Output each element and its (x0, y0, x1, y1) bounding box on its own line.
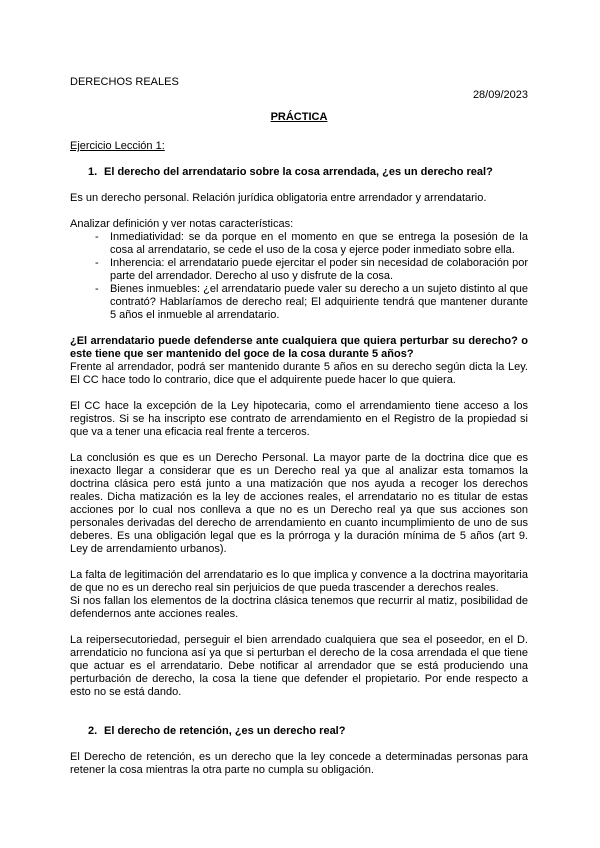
question-2-heading (70, 725, 528, 738)
paragraph-matiz: Si nos fallan los elementos de la doctrina clásica tenemos que recurrir al matiz, posibilidad de defendernos ante acciones reales. (70, 595, 528, 620)
question-1-title: El derecho del arrendatario sobre la cosa arrendada, ¿es un derecho real? (104, 166, 493, 178)
list-item-inherencia (70, 257, 528, 283)
bullet-dash: - (95, 231, 99, 243)
page-title-text: PRÁCTICA (270, 111, 328, 123)
paragraph-reipersecutoriedad: La reipersecutoriedad, perseguir el bien arrendado cualquiera que sea el poseedor, en el D. arrendaticio no funciona así ya que si perturban el derecho de la cosa arrendada el que tiene que actuar es el arrendatario. Debe notificar al arrendador que se está produciendo una perturbación de derecho, la cosa la tiene que defender el propietario. Por ende respecto a esto no se está dando. (70, 634, 528, 698)
paragraph-intro: Es un derecho personal. Relación jurídica obligatoria entre arrendador y arrendatario. (70, 192, 487, 204)
document-date: 28/09/2023 (472, 89, 528, 101)
list-item-bienes-inmuebles (70, 283, 528, 322)
question-2-number: 2. (88, 725, 98, 737)
paragraph-conclusion: La conclusión es que es un Derecho Personal. La mayor parte de la doctrina dice que es inexacto llegar a considerar que es un Derecho real ya que al analizar esta tomamos la doctrina clásica pero está junto a una matización que nos ayuda a recoger los derechos reales. Dicha matización es la ley de acciones reales, el arrendatario no es titular de estas acciones por lo cual nos conlleva a que no es un Derecho real ya que sus acciones son personales derivadas del derecho de arrendamiento en cuanto incumplimiento de uno de sus deberes. Es una obligación legal que es la prórroga y la duración mínima de 5 años (art 9. Ley de arrendamiento urbanos). (70, 452, 528, 555)
list-item-text: Inherencia: el arrendatario puede ejercitar el poder sin necesidad de colaboración por parte del arrendador. Derecho al uso y disfrute de la cosa. (110, 257, 528, 282)
question-1-number: 1. (88, 166, 98, 178)
paragraph-falta-legitimacion: La falta de legitimación del arrendatario es lo que implica y convence a la doctrina mayoritaria de que no es un derecho real sin perjuicios de que pueda trascender a derechos reales. (70, 569, 528, 594)
paragraph-bold-question: ¿El arrendatario puede defenderse ante cualquiera que quiera perturbar su derecho? o este tiene que ser mantenido del goce de la cosa durante 5 años? (70, 335, 528, 360)
exercise-heading-text: Ejercicio Lección 1: (70, 140, 165, 152)
bullet-dash: - (95, 257, 99, 269)
paragraph-excepcion: El CC hace la excepción de la Ley hipotecaria, como el arrendamiento tiene acceso a los registros. Si se ha inscripto ese contrato de arrendamiento en el Registro de la propiedad si que va a tener una eficacia real frente a terceros. (70, 400, 528, 438)
document-header-title: DERECHOS REALES (70, 76, 179, 88)
list-item-inmediatividad (70, 231, 528, 257)
bullet-dash: - (95, 283, 99, 295)
question-1-heading (70, 166, 528, 179)
paragraph-retencion: El Derecho de retención, es un derecho que la ley concede a determinadas personas para retener la cosa mientras la otra parte no cumpla su obligación. (70, 751, 528, 776)
paragraph-analizar: Analizar definición y ver notas características: (70, 218, 294, 230)
exercise-heading (70, 140, 528, 153)
characteristics-list (70, 231, 528, 322)
list-item-text: Inmediatividad: se da porque en el momento en que se entrega la posesión de la cosa al arrendatario, se cede el uso de la cosa y ejerce poder inmediato sobre ella. (110, 231, 528, 256)
list-item-text: Bienes inmuebles: ¿el arrendatario puede valer su derecho a un sujeto distinto al que contrató? Hablaríamos de derecho real; El adquiriente tendrá que mantener durante 5 años el inmueble al arrendatario. (110, 283, 528, 321)
paragraph-frente: Frente al arrendador, podrá ser mantenido durante 5 años en su derecho según dicta la Ley. El CC hace todo lo contrario, dice que el adquirente puede hacer lo que quiera. (70, 361, 528, 386)
page-title (70, 111, 528, 124)
question-2-title: El derecho de retención, ¿es un derecho real? (104, 725, 346, 737)
